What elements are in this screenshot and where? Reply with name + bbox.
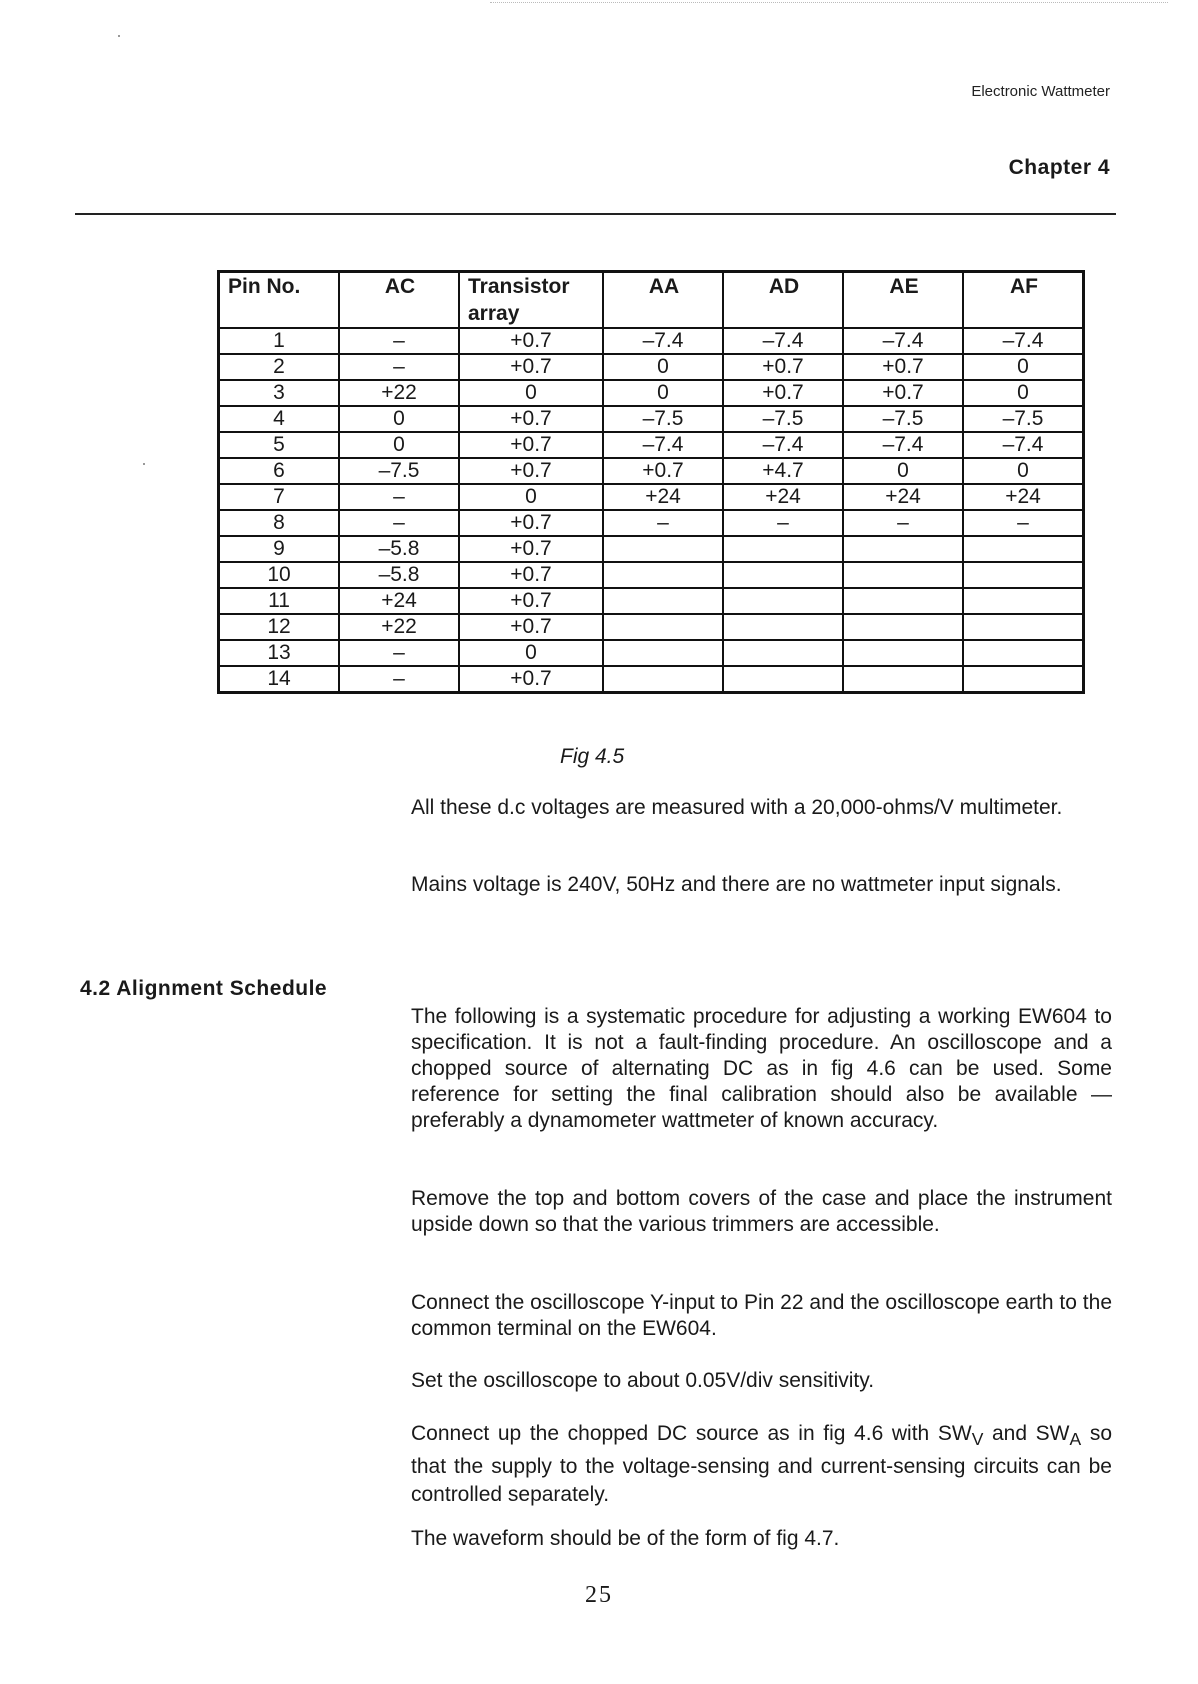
table-cell: +0.7 bbox=[723, 380, 843, 406]
running-header: Electronic Wattmeter bbox=[971, 83, 1110, 100]
table-row bbox=[219, 666, 1084, 693]
table-cell: – bbox=[963, 510, 1084, 536]
page-number: 25 bbox=[585, 1582, 613, 1608]
table-cell: +0.7 bbox=[459, 432, 603, 458]
table-cell: 9 bbox=[219, 536, 340, 562]
table-row bbox=[219, 432, 1084, 458]
table-cell: +22 bbox=[339, 614, 459, 640]
table-cell: 0 bbox=[963, 458, 1084, 484]
table-row bbox=[219, 614, 1084, 640]
table-cell: –7.4 bbox=[963, 432, 1084, 458]
table-cell: 1 bbox=[219, 328, 340, 354]
table-cell: 0 bbox=[963, 380, 1084, 406]
table-header-row bbox=[219, 272, 1084, 329]
table-cell bbox=[963, 562, 1084, 588]
table-cell bbox=[963, 666, 1084, 693]
table-cell: 0 bbox=[459, 380, 603, 406]
switch-sub-a: A bbox=[1069, 1429, 1082, 1450]
table-cell: +24 bbox=[843, 484, 963, 510]
table-cell: +0.7 bbox=[459, 406, 603, 432]
table-cell: 0 bbox=[459, 484, 603, 510]
table-cell: – bbox=[339, 640, 459, 666]
table-row bbox=[219, 380, 1084, 406]
table-cell bbox=[723, 666, 843, 693]
scan-artifact bbox=[490, 2, 1168, 3]
table-cell: +22 bbox=[339, 380, 459, 406]
table-cell: +0.7 bbox=[723, 354, 843, 380]
table-cell: +0.7 bbox=[459, 536, 603, 562]
table-cell: 0 bbox=[459, 640, 603, 666]
table-cell bbox=[723, 588, 843, 614]
table-row bbox=[219, 588, 1084, 614]
table-cell: +0.7 bbox=[459, 354, 603, 380]
table-cell: –7.4 bbox=[723, 328, 843, 354]
table-cell: –7.5 bbox=[963, 406, 1084, 432]
table-cell: –7.4 bbox=[723, 432, 843, 458]
note-paragraph: All these d.c voltages are measured with a 20,000-ohms/V multimeter. bbox=[411, 796, 1063, 819]
table-cell: –7.5 bbox=[843, 406, 963, 432]
table-cell: – bbox=[723, 510, 843, 536]
table-cell: 4 bbox=[219, 406, 340, 432]
table-cell: +4.7 bbox=[723, 458, 843, 484]
col-header-pin: Pin No. bbox=[219, 272, 340, 329]
table-cell bbox=[723, 614, 843, 640]
note-paragraph: Mains voltage is 240V, 50Hz and there are no wattmeter input signals. bbox=[411, 873, 1062, 896]
table-row bbox=[219, 640, 1084, 666]
table-row bbox=[219, 484, 1084, 510]
table-cell bbox=[963, 536, 1084, 562]
table-cell: +24 bbox=[339, 588, 459, 614]
table-cell: +0.7 bbox=[843, 380, 963, 406]
table-cell: – bbox=[339, 484, 459, 510]
table-cell bbox=[603, 562, 723, 588]
table-cell: +0.7 bbox=[843, 354, 963, 380]
table-cell bbox=[843, 562, 963, 588]
col-header-ae: AE bbox=[843, 272, 963, 329]
body-paragraph: The following is a systematic procedure for adjusting a working EW604 to specification. It is not a fault-finding procedure. An oscilloscope and a chopped source of alternating DC as in fig 4.6 can be used. Some reference for setting the final calibration should also be available — preferably a dynamometer wattmeter of known accuracy. bbox=[411, 1005, 1112, 1132]
table-body bbox=[219, 328, 1084, 693]
table-cell: –5.8 bbox=[339, 562, 459, 588]
table-cell: –7.5 bbox=[603, 406, 723, 432]
table-cell: +24 bbox=[723, 484, 843, 510]
table-cell bbox=[843, 640, 963, 666]
table-cell bbox=[603, 640, 723, 666]
switch-text-2: and SW bbox=[983, 1422, 1070, 1445]
table-cell: – bbox=[843, 510, 963, 536]
scan-speck bbox=[143, 463, 145, 465]
table-cell bbox=[963, 640, 1084, 666]
table-cell: 0 bbox=[843, 458, 963, 484]
table-cell: 0 bbox=[603, 380, 723, 406]
table-row bbox=[219, 458, 1084, 484]
table-cell: 0 bbox=[339, 406, 459, 432]
table-cell bbox=[603, 588, 723, 614]
table-cell: 13 bbox=[219, 640, 340, 666]
header-rule bbox=[75, 213, 1116, 215]
table-row bbox=[219, 536, 1084, 562]
table-cell: +0.7 bbox=[459, 588, 603, 614]
table-cell: 8 bbox=[219, 510, 340, 536]
table-row bbox=[219, 354, 1084, 380]
table-cell: –5.8 bbox=[339, 536, 459, 562]
table-cell: – bbox=[603, 510, 723, 536]
col-header-transistor: Transistor array bbox=[459, 272, 603, 329]
table-cell bbox=[843, 614, 963, 640]
table-cell: – bbox=[339, 354, 459, 380]
pin-voltage-table bbox=[217, 270, 1085, 694]
table-cell: – bbox=[339, 510, 459, 536]
table-row bbox=[219, 328, 1084, 354]
table-cell: 2 bbox=[219, 354, 340, 380]
col-header-af: AF bbox=[963, 272, 1084, 329]
table-cell bbox=[603, 536, 723, 562]
col-header-ad: AD bbox=[723, 272, 843, 329]
table-cell bbox=[603, 614, 723, 640]
table-cell bbox=[963, 588, 1084, 614]
table-cell: 0 bbox=[603, 354, 723, 380]
figure-caption: Fig 4.5 bbox=[560, 745, 625, 768]
table-cell: +0.7 bbox=[459, 328, 603, 354]
table-cell: +0.7 bbox=[459, 614, 603, 640]
table-cell: 3 bbox=[219, 380, 340, 406]
table-cell: 0 bbox=[339, 432, 459, 458]
table-row bbox=[219, 562, 1084, 588]
table-cell: –7.4 bbox=[843, 432, 963, 458]
switch-text-1: Connect up the chopped DC source as in fig 4.6 with SW bbox=[411, 1422, 972, 1445]
table-cell bbox=[603, 666, 723, 693]
table-cell: 14 bbox=[219, 666, 340, 693]
table-cell bbox=[843, 536, 963, 562]
table-cell: +0.7 bbox=[459, 510, 603, 536]
table-cell: +24 bbox=[963, 484, 1084, 510]
table-cell: 10 bbox=[219, 562, 340, 588]
table-cell: +0.7 bbox=[459, 666, 603, 693]
table-cell: 12 bbox=[219, 614, 340, 640]
table-cell: –7.5 bbox=[723, 406, 843, 432]
table-cell: +0.7 bbox=[603, 458, 723, 484]
table-cell bbox=[723, 562, 843, 588]
table-cell: +24 bbox=[603, 484, 723, 510]
table-cell bbox=[843, 666, 963, 693]
table-cell: –7.5 bbox=[339, 458, 459, 484]
table-cell bbox=[843, 588, 963, 614]
table-cell: –7.4 bbox=[843, 328, 963, 354]
col-header-ac: AC bbox=[339, 272, 459, 329]
body-paragraph: The waveform should be of the form of fig 4.7. bbox=[411, 1527, 840, 1550]
table-row bbox=[219, 510, 1084, 536]
table-cell bbox=[963, 614, 1084, 640]
body-paragraph: Remove the top and bottom covers of the case and place the instrument upside down so that the various trimmers are accessible. bbox=[411, 1187, 1112, 1236]
table-cell: – bbox=[339, 328, 459, 354]
scan-speck bbox=[118, 35, 120, 37]
table-cell: +0.7 bbox=[459, 562, 603, 588]
chapter-title: Chapter 4 bbox=[1008, 156, 1110, 179]
table-cell bbox=[723, 536, 843, 562]
table-cell: – bbox=[339, 666, 459, 693]
table-cell: 5 bbox=[219, 432, 340, 458]
table-row bbox=[219, 406, 1084, 432]
table-cell: –7.4 bbox=[963, 328, 1084, 354]
table-cell: 0 bbox=[963, 354, 1084, 380]
switch-text-3: so that the supply to the voltage-sensing and current-sensing circuits can be controlled separately. bbox=[411, 1422, 1112, 1507]
table-cell: 7 bbox=[219, 484, 340, 510]
table-cell: 6 bbox=[219, 458, 340, 484]
table-cell bbox=[723, 640, 843, 666]
col-header-aa: AA bbox=[603, 272, 723, 329]
body-paragraph: Set the oscilloscope to about 0.05V/div sensitivity. bbox=[411, 1369, 875, 1392]
switch-sub-v: V bbox=[971, 1429, 984, 1450]
body-paragraph-switches bbox=[411, 1420, 1112, 1509]
table-cell: +0.7 bbox=[459, 458, 603, 484]
table-cell: –7.4 bbox=[603, 328, 723, 354]
table-cell: –7.4 bbox=[603, 432, 723, 458]
table-cell: 11 bbox=[219, 588, 340, 614]
body-paragraph: Connect the oscilloscope Y-input to Pin 22 and the oscilloscope earth to the common terminal on the EW604. bbox=[411, 1291, 1112, 1340]
section-heading: 4.2 Alignment Schedule bbox=[80, 977, 328, 1000]
